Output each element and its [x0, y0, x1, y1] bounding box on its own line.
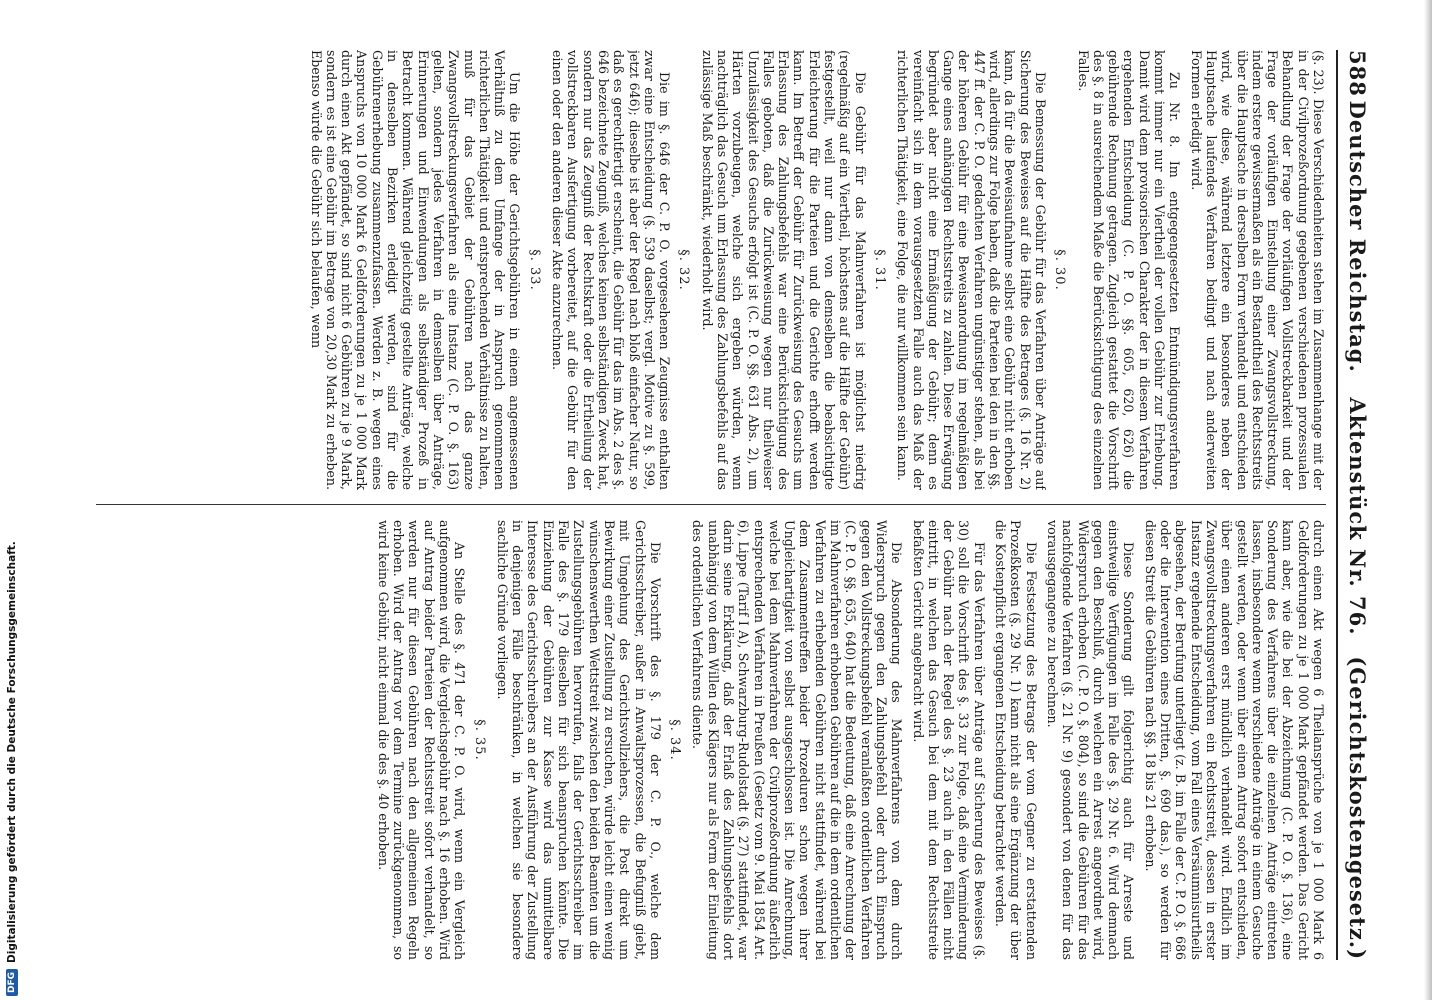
paragraph: durch einen Akt wegen 6 Theilansprüche von je 1 000 Mark 6 Geldforderungen zu je 1 000 Mark gepfändet werden. Das Gericht kann aber, wie die bei der Abzeichnung (C. P. O. §. 136), eine Sonderung des Verfahrens über die einzelnen Anträge eintreten lassen, insbesondere wenn verschiedene Anträge in einem Gesuche gestellt werden, oder wenn über einen Antrag sofort entschieden, über einen anderen erst mündlich verhandelt wird. Endlich im Zwangsvollstreckungsverfahren ein Rechtsstreit, dessen in erster Instanz ergehende Entscheidung, vom Fall eines Versäumnisurtheils abgesehen, der Berufung unterliegt (z. B. im Falle der C. P. O. §. 686 oder die Intervention eines Dritten, §. 690 das.), so werden für diesen Streit die Gebühren nach §§. 18 bis 21 erhoben.	[1142, 520, 1326, 960]
paragraph: An Stelle des §. 471 der C. P. O. wird, wenn ein Vergleich aufgenommen wird, die Vergleichsgebühr nach §. 16 erhoben. Wird auf Antrag beider Parteien der Rechtsstreit sofort verhandelt, so werden nur für diesen Gebühren nach den allgemeinen Regeln erhoben. Wird der Antrag vor dem Termine zurückgenommen, so wird keine Gebühr, nicht einmal die des §. 40 erhoben.	[375, 520, 468, 960]
right-column	[96, 520, 1326, 960]
paragraph: Zu Nr. 8. Im entgegengesetzten Entmündigungsverfahren kommt immer nur ein Viertheil der vollen Gebühr zur Erhebung. Damit wird dem provisorischen Charakter der in diesem Verfahren ergehenden Entscheidung (C. P. O. §§. 605, 620, 626) die gebührende Rechnung getragen. Zugleich gestattet die Vorschrift des §. 8 in ausreichendem Maße die Berücksichtigung des einzelnen Falles.	[1075, 50, 1183, 490]
paragraph: Die Vorschrift des §. 179 der C. P. O., welche dem Gerichtsschreiber, außer in Anwaltsprozessen, die Befugniß giebt, mit Umgehung des Gerichtsvollziehers, die Post direkt um Bewirkung einer Zustellung zu ersuchen, würde leicht einen wenig wünschenswerthen Wettstreit zwischen den beiden Beamten um die Zustellungsgebühren hervorrufen, falls der Gerichtsschreiber im Falle des §. 179 dieselben für sich beanspruchen könnte. Die Einziehung der Gebühren zur Kasse wird das unmittelbare Interesse des Gerichtsschreibers an der Ausführung der Zustellung in denjenigen Fälle beschränken, in welchen sie besondere sachliche Gründe vorliegen.	[494, 520, 663, 960]
paragraph: Die Gebühr für das Mahnverfahren ist möglichst niedrig (regelmäßig auf ein Viertheil, höchstens auf die Hälfte der Gebühr) festgestellt, weil nur dann von demselben die beabsichtigte Erleichterung für die Parteien und die Gerichte erhofft werden kann. Im Betreff der Gebühr für Zurückweisung des Gesuchs um Erlassung des Zahlungsbefehls war eine Berücksichtigung des Falles geboten, daß die Zurückweisung wegen nur theilweiser Unzulässigkeit des Gesuchs erfolgt ist (C. P. O. §§. 631 Abs. 2), um Härten vorzubeugen, welche sich ergeben würden, wenn nachträglich das Gesuch um Erlassung des Zahlungsbefehls auf das zulässige Maß beschränkt, wiederholt wird.	[699, 50, 868, 490]
paragraph: Diese Sonderung gilt folgerichtig auch für Arreste und einstweilige Verfügungen im Falle des §. 29 Nr. 6. Wird demnach gegen den Beschluß, durch welchen ein Arrest angeordnet wird, Widerspruch erhoben (C. P. O. §. 804), so sind die Gebühren für das nachfolgende Verfahren (§. 21 Nr. 9) gesondert von denen für das vorausgegangene zu berechnen.	[1044, 520, 1137, 960]
page-number: 588	[1345, 50, 1370, 97]
scan-edge-shadow	[1424, 0, 1432, 1000]
section-heading: §. 33.	[526, 249, 542, 291]
document-number: Aktenstück Nr. 76.	[1345, 397, 1370, 636]
paragraph: Die Festsetzung des Betrags der vom Gegner zu erstattenden Prozeßkosten (§. 29 Nr. 1) kann nicht als eine Ergänzung der über die Kostenpflicht ergangenen Entscheidung betrachtet werden.	[993, 520, 1039, 960]
section-title: (Gerichtskostengesetz.)	[1345, 656, 1370, 961]
paragraph: Die Bemessung der Gebühr für das Verfahren über Anträge auf Sicherung des Beweises auf die Hälfte des Betrages (§. 16 Nr. 2) kann, da für die Beweisaufnahme selbst eine Gebühr nicht erhoben wird, allerdings zur Folge haben, daß die Parteien bei den in den §§. 447 ff. der C. P. O. gedachten Verfahren ungünstiger stehen, als bei der höheren Gebühr für eine Beweisanordnung im regelmäßigen Gange eines anhängigen Rechtsstreits zu zahlen. Diese Erwägung begründet aber nicht eine Ermäßigung der Gebühr; denn es vereinfacht sich in dem vorausgesetzten Falle auch das Maß der richterlichen Thätigkeit, eine Folge, die nur willkommen sein kann.	[895, 50, 1048, 490]
publication-title: Deutscher Reichstag.	[1345, 100, 1370, 373]
paragraph: Die im §. 646 der C. P. O. vorgesehenen Zeugnisse enthalten zwar eine Entscheidung (§. 539 daselbst; vergl. Motive zu §. 599, jetzt 646); dieselbe ist aber der Regel nach bloß einfacher Natur, so daß es gerechtfertigt erscheint, die Gebühr für das im Abs. 2 des §. 646 bezeichnete Zeugniß, welches keinen selbständigen Zweck hat, sondern nur das Zeugniß der Rechtskraft oder die Ertheilung der vollstreckbaren Ausfertigung vorbereitet, auf die Gebühr für den einen oder den anderen dieser Akte anzurechnen.	[550, 50, 673, 490]
left-column	[96, 50, 1326, 490]
paragraph: Um die Höhe der Gerichtsgebühren in einem angemessenen Verhältniß zu dem Umfange der in Anspruch genommenen richterlichen Thätigkeit und entsprechenden Verhältnisse zu halten, muß für das Gebiet der Gebühren nach das ganze Zwangsvollstreckungsverfahren als eine Instanz (C. P. O. §. 163) gelten, sondern jedes Verfahren in demselben über Anträge, Erinnerungen und Einwendungen als selbständiger Prozeß in Betracht kommen. Während gleichzeitig gestellte Anträge, welche in denselben Bezirken erledigt werden, sind für die Gebührenerhebung zusammenzufassen. Werden z. B. wegen eines Anspruchs von 10 000 Mark 6 Geldforderungen zu je 1 000 Mark durch einen Akt gepfändet, so sind nicht 6 Gebühren zu je 9 Mark, sondern es ist eine Gebühr im Betrage von 20,30 Mark zu erheben. Ebenso würde die Gebühr sich belaufen, wenn	[308, 50, 523, 490]
dfg-logo: DFG	[6, 969, 18, 996]
section-heading: §. 34.	[667, 719, 683, 761]
scanned-page	[82, 30, 1372, 980]
section-heading: §. 35.	[471, 719, 487, 761]
paragraph: Die Absonderung des Mahnverfahrens von dem durch Widerspruch gegen den Zahlungsbefehl oder durch Einspruch gegen den Vollstreckungsbefehl veranlaßten ordentlichen Verfahren (C. P. O. §§. 635, 640) hat die Bedeutung, daß eine Anrechnung der im Mahnverfahren erhobenen Gebühren auf die in dem ordentlichen Verfahren zu erhebenden Gebühren nicht stattfindet, während bei dem Zusammentreffen beider Prozeduren schon wegen ihrer Ungleichartigkeit von selbst ausgeschlossen ist. Die Anrechnung, welche bei dem Mahnverfahren der Civilprozeßordnung äußerlich entsprechenden Verfahren in Preußen (Gesetz vom 9. Mai 1854 Art. 6), Lippe (Tarif I A), Schwarzburg-Rudolstadt (§. 27) stattfindet, war darin seine Erklärung, daß der Erlaß des Zahlungsbefehls dort unabhängig von dem Willen des Klägers nur als Form der Einleitung des ordentlichen Verfahrens diente.	[690, 520, 905, 960]
paragraph: (§. 23). Diese Verschiedenheiten stehen im Zusammenhange mit der in der Civilprozeßordnung gegebenen verschiedenen prozessualen Behandlung der Frage der vorläufigen Vollstreckbarkeit und der Frage der vorläufigen Einstellung einer Zwangsvollstreckung, indem erstere gewissermaßen als ein Bestandtheil des Rechtsstreits über die Hauptsache in derselben Form verhandelt und entschieden wird, wie diese, während letztere ein besonderes neben der Hauptsache laufendes Verfahren bedingt und nach anderweiten Formen erledigt wird.	[1188, 50, 1326, 490]
column-divider	[96, 504, 1326, 505]
section-heading: §. 31.	[871, 249, 887, 291]
section-heading: §. 32.	[676, 249, 692, 291]
section-heading: §. 30.	[1052, 249, 1068, 291]
page-header	[1342, 50, 1370, 960]
digitization-note: Digitalisierung gefördert durch die Deutsche Forschungsgemeinschaft.	[6, 541, 18, 963]
header-rule	[1336, 50, 1338, 960]
paragraph: Für das Verfahren über Anträge auf Sicherung des Beweises (§. 30) soll die Vorschrift des §. 33 zur Folge, daß eine Verminderung der Gebühr nach der Regel des §. 23 auch in den Fällen nicht eintritt, in welchen das Gesuch bei dem mit dem Rechtsstreite befaßten Gericht angebracht wird.	[910, 520, 987, 960]
